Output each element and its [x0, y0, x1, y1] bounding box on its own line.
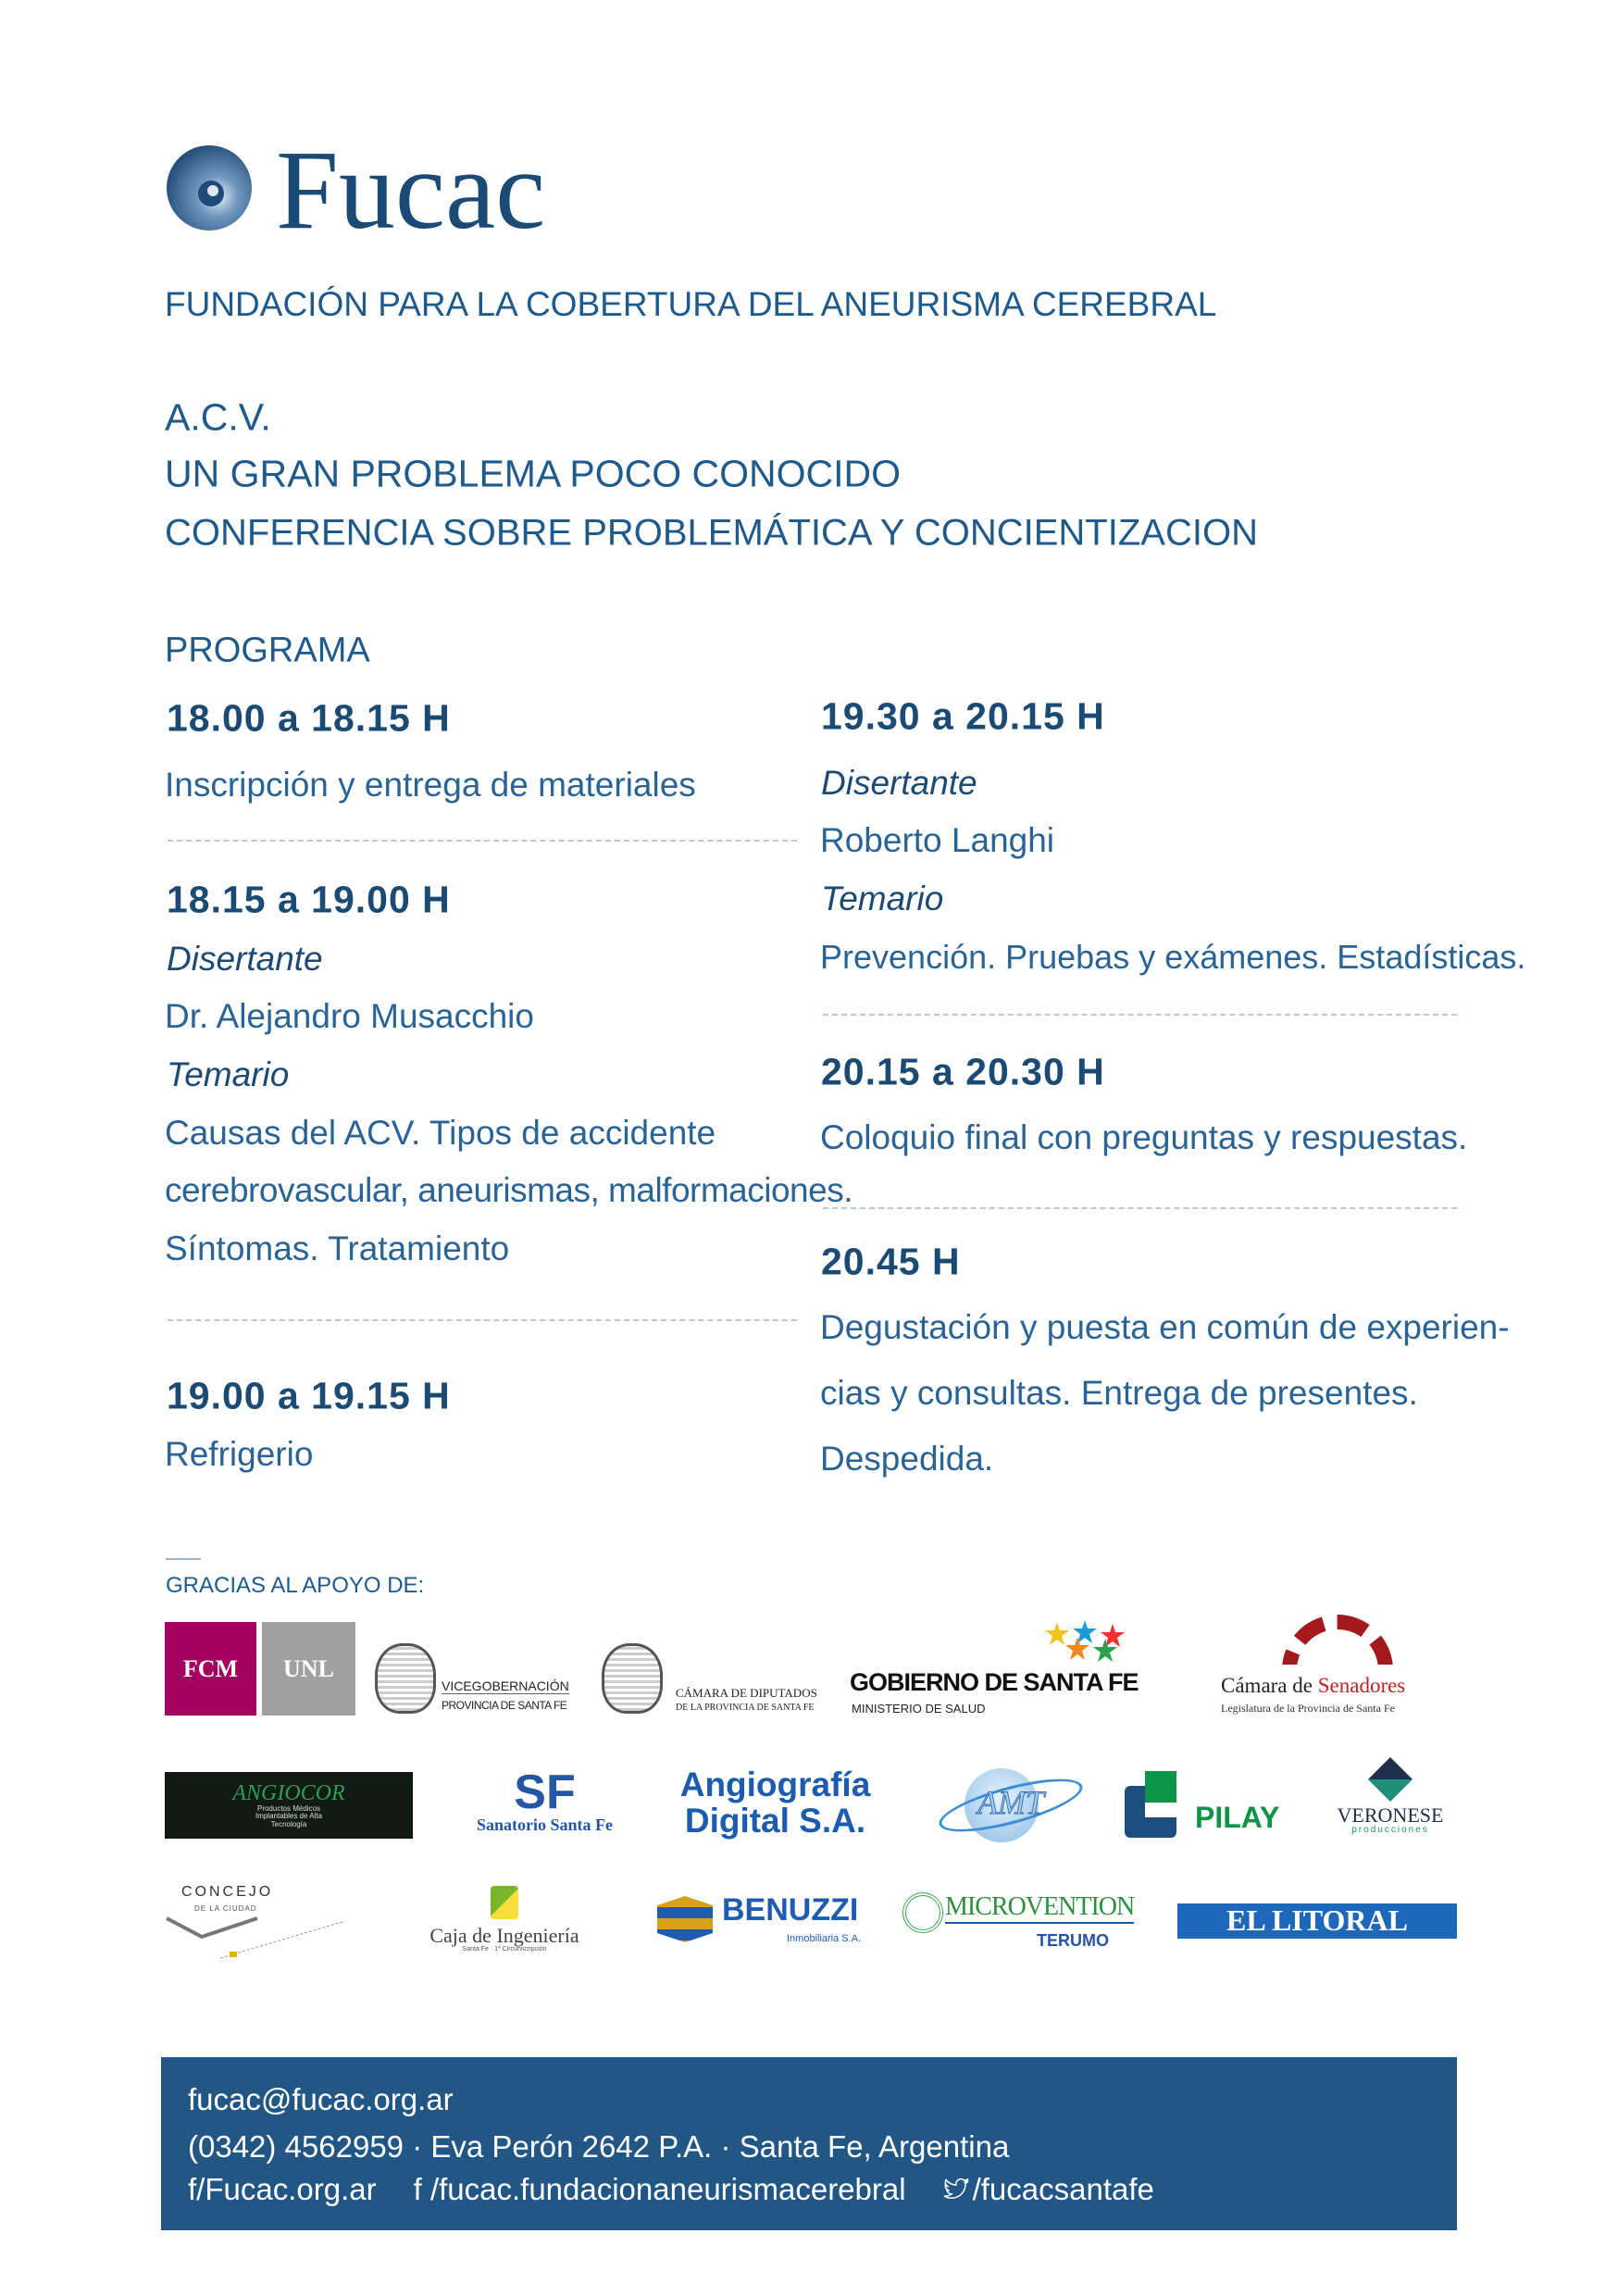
benuzzi-logo — [657, 1889, 875, 1953]
foundation-name: FUNDACIÓN PARA LA COBERTURA DEL ANEURISMA CEREBRAL — [165, 285, 1217, 323]
diputados-line2: DE LA PROVINCIA DE SANTA FE — [676, 1703, 815, 1713]
schedule-time: 19.30 a 20.15 H — [821, 694, 1105, 738]
gobierno-line1: GOBIERNO DE SANTA FE — [850, 1668, 1139, 1696]
microvention-text: MICROVENTION — [945, 1892, 1134, 1924]
topic-line: Causas del ACV. Tipos de accidente — [165, 1114, 716, 1152]
twitter-link[interactable]: /fucacsantafe — [972, 2172, 1154, 2206]
senadores-title — [1221, 1674, 1405, 1698]
footer-twitter[interactable] — [943, 2172, 1154, 2207]
angiografia-digital-logo — [662, 1764, 889, 1842]
divider — [168, 840, 797, 842]
terumo-text: TERUMO — [1037, 1931, 1109, 1950]
benuzzi-text: BENUZZI — [722, 1892, 859, 1928]
facebook-icon: f — [413, 2172, 430, 2206]
divider — [168, 1319, 797, 1321]
schedule-text: Refrigerio — [165, 1435, 314, 1473]
concejo-chevron-icon — [165, 1916, 350, 1963]
vice-line2: PROVINCIA DE SANTA FE — [442, 1699, 567, 1712]
sanatorio-santa-fe-logo — [450, 1759, 640, 1842]
veronese-diamond-icon — [1368, 1757, 1413, 1802]
schedule-text: cias y consultas. Entrega de presentes. — [820, 1374, 1418, 1412]
program-heading: PROGRAMA — [165, 630, 370, 670]
angiografia-line2: Digital S.A. — [684, 1801, 866, 1840]
coat-of-arms-icon — [602, 1643, 663, 1714]
sanatorio-text: Sanatorio Santa Fe — [476, 1815, 613, 1834]
speaker-name: Roberto Langhi — [820, 821, 1055, 859]
microvention-logo — [902, 1889, 1148, 1958]
pilay-square-green — [1145, 1771, 1176, 1803]
diputados-line1: CÁMARA DE DIPUTADOS — [676, 1686, 817, 1700]
benuzzi-mark-icon — [657, 1896, 713, 1942]
facebook2-link[interactable]: /fucac.fundacionaneurismacerebral — [429, 2172, 906, 2206]
schedule-time: 20.15 a 20.30 H — [821, 1050, 1105, 1093]
title-subtitle: CONFERENCIA SOBRE PROBLEMÁTICA Y CONCIENTIZACION — [165, 512, 1258, 554]
footer-facebook2[interactable] — [414, 2172, 906, 2207]
speaker-label: Disertante — [821, 764, 977, 802]
speaker-label: Disertante — [167, 940, 323, 978]
el-litoral-logo — [1177, 1903, 1457, 1939]
fcm-logo — [165, 1622, 256, 1716]
coat-of-arms-icon — [375, 1643, 436, 1714]
vice-line1: VICEGOBERNACIÓN — [442, 1678, 569, 1693]
unl-logo — [262, 1622, 355, 1716]
title-main: UN GRAN PROBLEMA POCO CONOCIDO — [165, 452, 902, 495]
caja-text: Caja de Ingeniería — [429, 1923, 579, 1947]
divider — [823, 1207, 1457, 1209]
veronese-text: VERONESE — [1337, 1803, 1444, 1828]
angiocor-logo — [165, 1772, 413, 1839]
microvention-swirl-icon — [902, 1892, 943, 1933]
pilay-text: PILAY — [1195, 1801, 1280, 1834]
schedule-time: 20.45 H — [821, 1240, 961, 1283]
schedule-text: Inscripción y entrega de materiales — [165, 766, 696, 804]
schedule-time: 18.15 a 19.00 H — [167, 878, 451, 921]
title-acv: A.C.V. — [165, 395, 271, 439]
caja-sub: Santa Fe · 1ª Circunscripción — [462, 1945, 547, 1953]
facebook1-link[interactable]: /Fucac.org.ar — [196, 2172, 377, 2206]
topic-line: cerebrovascular, aneurismas, malformaciones. — [165, 1171, 853, 1209]
amt-text: AMT — [977, 1783, 1044, 1821]
gobierno-santa-fe-logo — [850, 1620, 1155, 1717]
senadores-logo — [1217, 1611, 1458, 1720]
caja-figure-icon — [491, 1886, 518, 1919]
facebook-icon: f — [188, 2172, 197, 2206]
concejo-sub: DE LA CIUDAD — [194, 1904, 257, 1913]
speaker-name: Dr. Alejandro Musacchio — [165, 997, 534, 1035]
veronese-sub: producciones — [1351, 1825, 1429, 1836]
angiografia-line1: Angiografía — [679, 1765, 871, 1803]
footer-social-row — [188, 2172, 1154, 2207]
topic-line: Síntomas. Tratamiento — [165, 1229, 510, 1267]
logo-text: Fucac — [276, 128, 546, 253]
fcm-logo-text: FCM — [182, 1654, 239, 1682]
schedule-text: Despedida. — [820, 1440, 994, 1478]
diputados-logo — [602, 1643, 842, 1717]
vicegobernacion-logo — [375, 1643, 569, 1717]
amt-logo — [937, 1764, 1085, 1842]
unl-logo-text: UNL — [283, 1654, 334, 1682]
topic-label: Temario — [167, 1055, 290, 1093]
veronese-logo — [1326, 1757, 1455, 1842]
stars-icon — [1044, 1620, 1146, 1665]
sf-mark: SF — [514, 1765, 576, 1819]
angiocor-sub: Productos Médicos Implantables de Alta Tecnología — [255, 1804, 323, 1828]
benuzzi-sub: Inmobiliaria S.A. — [787, 1933, 862, 1944]
divider — [823, 1014, 1457, 1016]
concejo-logo — [165, 1879, 350, 1963]
footer-facebook1[interactable] — [188, 2172, 377, 2207]
senadores-camara: Cámara de — [1221, 1674, 1313, 1697]
short-rule — [166, 1558, 201, 1560]
caja-ingenieria-logo — [412, 1878, 597, 1961]
contact-footer — [161, 2057, 1457, 2230]
fucac-globe-icon — [165, 144, 254, 232]
topic-label: Temario — [821, 880, 944, 917]
gobierno-line2: MINISTERIO DE SALUD — [852, 1702, 986, 1716]
topic-text: Prevención. Pruebas y exámenes. Estadísticas. — [820, 938, 1526, 976]
schedule-text: Degustación y puesta en común de experien- — [820, 1308, 1510, 1346]
pilay-logo — [1125, 1771, 1287, 1838]
senadores-sub: Legislatura de la Provincia de Santa Fe — [1221, 1702, 1395, 1715]
schedule-time: 19.00 a 19.15 H — [167, 1374, 451, 1417]
angiocor-text: ANGIOCOR — [232, 1780, 345, 1805]
footer-address: (0342) 4562959 · Eva Perón 2642 P.A. · Santa Fe, Argentina — [188, 2129, 1010, 2164]
senadores-word: Senadores — [1317, 1674, 1406, 1697]
concejo-text: CONCEJO — [181, 1884, 274, 1900]
schedule-time: 18.00 a 18.15 H — [167, 696, 451, 740]
twitter-icon — [943, 2178, 969, 2201]
schedule-text: Coloquio final con preguntas y respuestas. — [820, 1118, 1468, 1156]
sponsors-heading: GRACIAS AL APOYO DE: — [166, 1573, 425, 1598]
footer-email[interactable]: fucac@fucac.org.ar — [188, 2082, 454, 2116]
el-litoral-text: EL LITORAL — [1226, 1903, 1408, 1938]
